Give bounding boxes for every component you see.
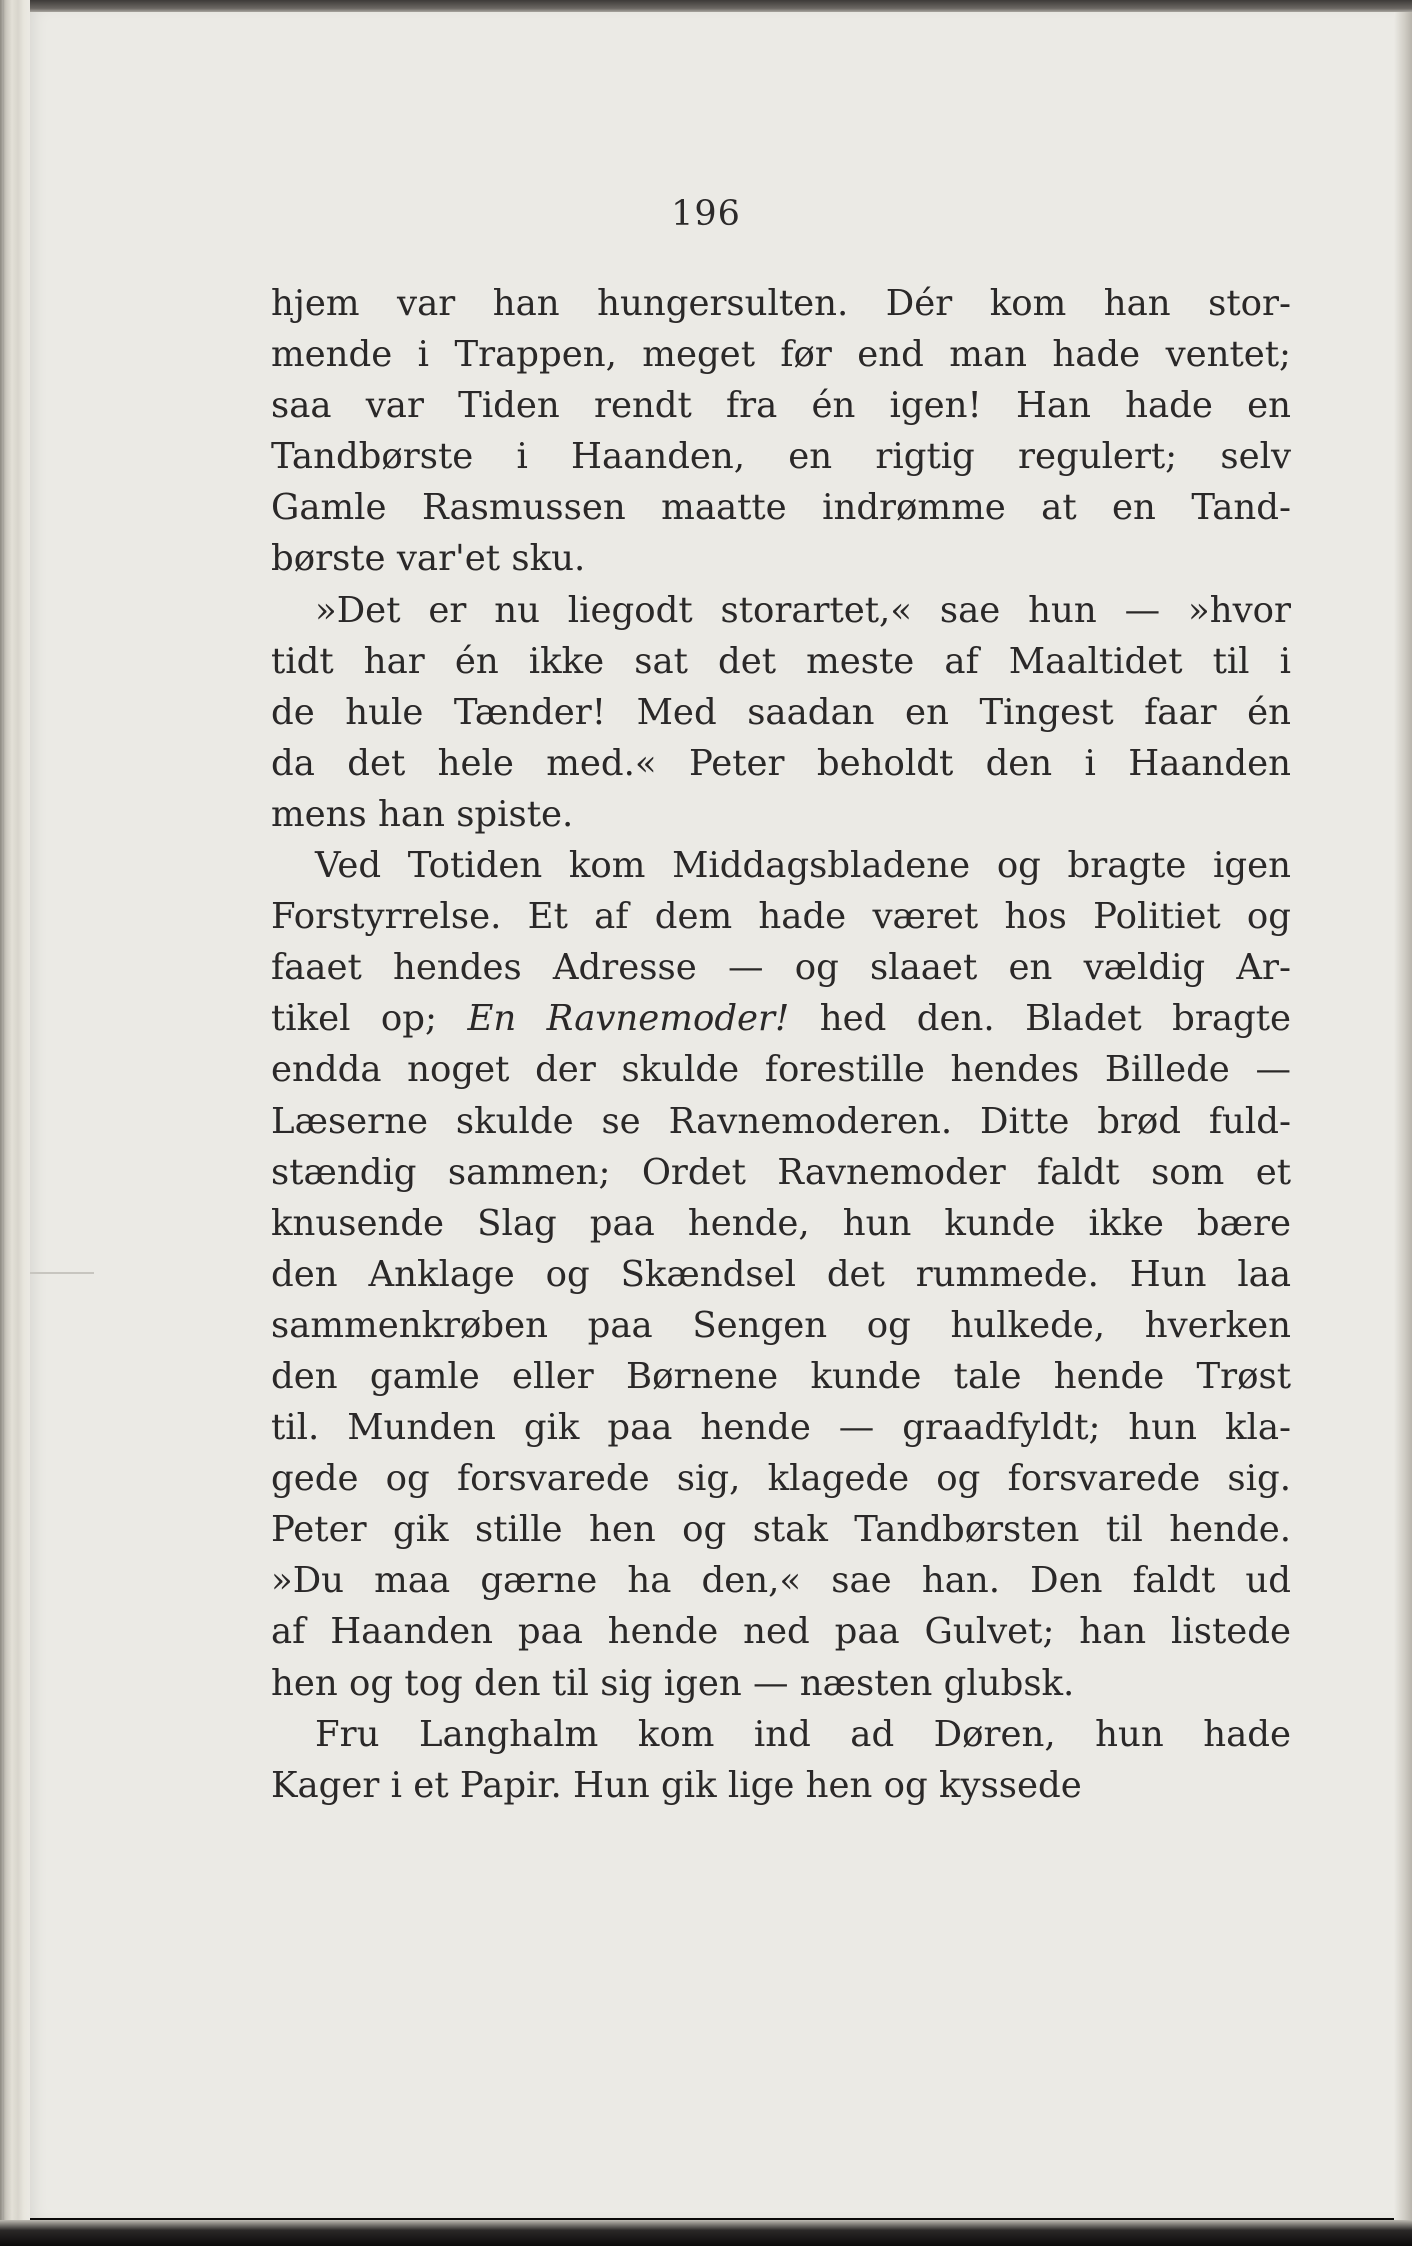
page-right-edge <box>1394 12 1412 2222</box>
text-line: Peter gik stille hen og stak Tandbørsten til hende. <box>271 1509 1291 1551</box>
text-line: Fru Langhalm kom ind ad Døren, hun hade <box>315 1713 1291 1755</box>
text-line: faaet hendes Adresse — og slaaet en vældig Ar- <box>271 947 1291 989</box>
text-line: sammenkrøben paa Sengen og hulkede, hverken <box>271 1304 1291 1346</box>
text-line: »Du maa gærne ha den,« sae han. Den faldt ud <box>271 1560 1291 1602</box>
text-line: knusende Slag paa hende, hun kunde ikke bære <box>271 1202 1291 1244</box>
page-binding-edge <box>0 0 30 2220</box>
text-line: hjem var han hungersulten. Dér kom han stor- <box>271 283 1291 324</box>
text-line: endda noget der skulde forestille hendes Billede — <box>271 1049 1291 1091</box>
margin-mark <box>30 1272 94 1274</box>
text-line: Læserne skulde se Ravnemoderen. Ditte brød fuld- <box>271 1100 1291 1142</box>
text-line: da det hele med.« Peter beholdt den i Haanden <box>271 742 1291 784</box>
text-segment: tikel op; <box>271 998 468 1040</box>
text-segment: hed den. Bladet bragte <box>789 998 1291 1040</box>
text-line <box>271 993 1291 1044</box>
text-line: saa var Tiden rendt fra én igen! Han hade en <box>271 385 1291 427</box>
text-line: Forstyrrelse. Et af dem hade været hos Politiet og <box>271 896 1291 938</box>
text-line: Gamle Rasmussen maatte indrømme at en Tand- <box>271 487 1291 529</box>
text-line: af Haanden paa hende ned paa Gulvet; han listede <box>271 1611 1291 1653</box>
text-line: Kager i et Papir. Hun gik lige hen og kyssede <box>271 1764 1082 1806</box>
text-line: mens han spiste. <box>271 793 574 835</box>
text-line: Tandbørste i Haanden, en rigtig regulert; selv <box>271 436 1291 478</box>
text-line: børste var'et sku. <box>271 538 586 580</box>
text-line: »Det er nu liegodt storartet,« sae hun — »hvor <box>315 589 1291 631</box>
body-text <box>271 278 1291 1811</box>
text-line: gede og forsvarede sig, klagede og forsvarede sig. <box>271 1458 1291 1500</box>
text-line: Ved Totiden kom Middagsbladene og bragte igen <box>315 845 1291 887</box>
scan-bottom-border <box>0 2220 1412 2246</box>
text-line: til. Munden gik paa hende — graadfyldt; hun kla- <box>271 1407 1291 1449</box>
italic-title: En Ravnemoder! <box>467 998 790 1040</box>
text-line: den Anklage og Skændsel det rummede. Hun laa <box>271 1253 1291 1295</box>
text-line: den gamle eller Børnene kunde tale hende Trøst <box>271 1355 1291 1397</box>
text-line: tidt har én ikke sat det meste af Maaltidet til i <box>271 640 1291 682</box>
text-line: hen og tog den til sig igen — næsten glubsk. <box>271 1662 1075 1704</box>
text-line: stændig sammen; Ordet Ravnemoder faldt som et <box>271 1151 1291 1193</box>
text-line: de hule Tænder! Med saadan en Tingest faar én <box>271 691 1291 733</box>
text-line: mende i Trappen, meget før end man hade ventet; <box>271 334 1291 376</box>
page-number: 196 <box>671 194 741 234</box>
